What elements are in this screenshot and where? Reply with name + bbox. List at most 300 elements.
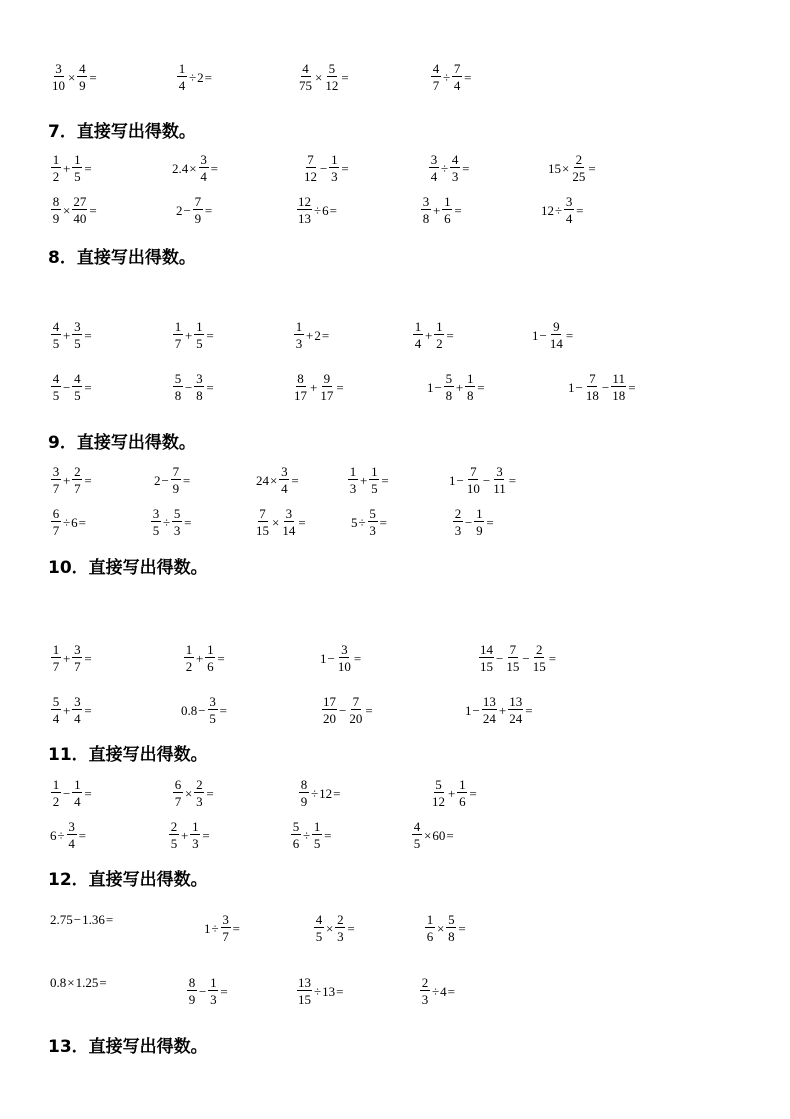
numerator: 13 <box>298 975 311 990</box>
operator-symbol: × <box>189 160 197 176</box>
operator-symbol: = <box>210 160 218 176</box>
denominator: 7 <box>52 523 60 538</box>
operator-symbol: = <box>105 912 114 927</box>
operator-symbol: = <box>84 379 92 395</box>
denominator: 12 <box>432 794 445 809</box>
numerator: 11 <box>612 371 625 386</box>
denominator: 3 <box>421 992 429 1007</box>
operator-symbol: = <box>336 379 344 395</box>
numerator: 4 <box>302 61 309 76</box>
number: 1.25 <box>75 975 99 990</box>
section-number: 10 <box>48 558 72 578</box>
numerator: 3 <box>496 464 503 479</box>
operator-symbol: ÷ <box>432 983 440 999</box>
operator-symbol: + <box>63 327 71 343</box>
fraction <box>564 195 574 225</box>
math-expression <box>351 507 388 537</box>
operator-symbol: + <box>63 472 71 488</box>
math-expression <box>50 643 93 673</box>
fraction <box>412 820 422 850</box>
section-heading-10 <box>48 558 208 578</box>
operator-symbol: − <box>465 514 473 530</box>
numerator: 12 <box>298 194 311 209</box>
math-expression <box>254 507 307 537</box>
denominator: 5 <box>313 836 321 851</box>
fraction <box>450 153 460 183</box>
numerator: 3 <box>281 464 288 479</box>
numerator: 6 <box>52 506 60 521</box>
operator-symbol: ÷ <box>314 983 322 999</box>
numerator: 8 <box>300 777 308 792</box>
fraction <box>221 913 231 943</box>
numerator: 2 <box>535 642 543 657</box>
number: 1 <box>427 379 434 395</box>
operator-symbol: ÷ <box>163 514 171 530</box>
number: 1 <box>568 379 575 395</box>
operator-symbol: = <box>202 827 210 843</box>
math-expression <box>321 695 374 725</box>
fraction <box>72 195 87 225</box>
fraction <box>298 62 313 92</box>
operator-symbol: + <box>360 472 368 488</box>
fraction <box>442 195 452 225</box>
denominator: 18 <box>612 388 626 403</box>
denominator: 5 <box>315 929 323 944</box>
operator-symbol: = <box>291 472 299 488</box>
number: 1 <box>204 920 211 936</box>
numerator: 3 <box>222 912 229 927</box>
numerator: 4 <box>74 371 81 386</box>
fraction <box>324 62 339 92</box>
operator-symbol: = <box>89 202 97 218</box>
fraction <box>51 778 61 808</box>
fraction <box>337 643 352 673</box>
operator-symbol: × <box>424 827 432 843</box>
fraction <box>474 507 484 537</box>
fraction <box>611 372 626 402</box>
operator-symbol: = <box>78 827 86 843</box>
math-expression <box>172 372 215 402</box>
operator-symbol: = <box>99 975 107 990</box>
math-expression <box>186 976 229 1006</box>
fraction <box>190 820 200 850</box>
operator-symbol: = <box>333 785 341 801</box>
denominator: 5 <box>371 481 378 496</box>
fraction <box>51 695 61 725</box>
operator-symbol: = <box>329 202 337 218</box>
operator-symbol: − <box>63 785 71 801</box>
numerator: 4 <box>451 152 459 167</box>
operator-symbol: = <box>341 160 349 176</box>
operator-symbol: = <box>182 472 191 488</box>
numerator: 7 <box>172 464 180 479</box>
math-expression <box>452 507 495 537</box>
denominator: 15 <box>298 992 311 1007</box>
fraction <box>585 372 600 402</box>
numerator: 17 <box>323 694 336 709</box>
denominator: 4 <box>74 711 81 726</box>
fraction <box>169 820 179 850</box>
operator-symbol: × <box>67 975 75 990</box>
numerator: 1 <box>371 464 378 479</box>
denominator: 4 <box>430 169 438 184</box>
numerator: 7 <box>453 61 461 76</box>
operator-symbol: = <box>464 69 472 85</box>
operator-symbol: = <box>454 202 462 218</box>
operator-symbol: = <box>220 983 228 999</box>
fraction <box>348 695 363 725</box>
math-expression <box>50 195 98 225</box>
numerator: 3 <box>430 152 438 167</box>
section-instruction: ．直接写出得数。 <box>59 248 196 268</box>
fraction <box>291 820 301 850</box>
denominator: 17 <box>320 388 334 403</box>
number: 0.8 <box>50 975 67 990</box>
operator-symbol: − <box>327 650 335 666</box>
denominator: 40 <box>73 211 87 226</box>
operator-symbol: = <box>508 472 517 488</box>
math-expression <box>50 820 87 850</box>
denominator: 24 <box>509 711 523 726</box>
math-expression <box>150 507 192 537</box>
denominator: 25 <box>572 169 586 184</box>
fraction <box>434 320 444 350</box>
numerator: 3 <box>209 694 216 709</box>
section-instruction: ．直接写出得数。 <box>71 558 208 578</box>
numerator: 1 <box>74 777 81 792</box>
number: 0.8 <box>181 702 198 718</box>
math-expression <box>427 372 486 402</box>
numerator: 1 <box>74 152 81 167</box>
operator-symbol: + <box>63 650 71 666</box>
section-instruction: ．直接写出得数。 <box>71 870 208 890</box>
denominator: 8 <box>174 388 182 403</box>
denominator: 10 <box>337 659 351 674</box>
number: 1 <box>532 327 539 343</box>
operator-symbol: = <box>324 827 332 843</box>
numerator: 1 <box>52 152 60 167</box>
math-expression <box>430 62 472 92</box>
denominator: 9 <box>194 211 202 226</box>
numerator: 1 <box>174 319 182 334</box>
denominator: 3 <box>369 523 376 538</box>
fraction <box>297 976 312 1006</box>
operator-symbol: = <box>217 650 225 666</box>
fraction <box>303 153 318 183</box>
operator-symbol: = <box>548 650 557 666</box>
operator-symbol: = <box>84 160 92 176</box>
denominator: 4 <box>178 78 186 93</box>
operator-symbol: = <box>84 650 92 666</box>
fraction <box>177 62 187 92</box>
numerator: 7 <box>589 371 596 386</box>
denominator: 7 <box>174 336 182 351</box>
denominator: 5 <box>170 836 178 851</box>
math-expression <box>50 62 98 92</box>
operator-symbol: − <box>73 912 82 927</box>
fraction <box>194 372 204 402</box>
fraction <box>193 195 203 225</box>
math-expression <box>290 820 332 850</box>
fraction <box>172 507 182 537</box>
operator-symbol: − <box>185 379 193 395</box>
fraction <box>429 153 439 183</box>
denominator: 3 <box>331 169 338 184</box>
numerator: 7 <box>194 194 202 209</box>
operator-symbol: = <box>206 327 214 343</box>
section-number: 8 <box>48 248 60 268</box>
fraction <box>413 320 423 350</box>
operator-symbol: = <box>219 702 227 718</box>
denominator: 4 <box>453 78 461 93</box>
denominator: 11 <box>493 481 506 496</box>
math-expression <box>411 820 455 850</box>
operator-symbol: = <box>446 827 454 843</box>
operator-symbol: + <box>196 650 204 666</box>
fraction <box>281 507 296 537</box>
math-expression <box>412 320 455 350</box>
operator-symbol: − <box>320 160 328 176</box>
fraction <box>294 320 304 350</box>
operator-symbol: − <box>339 702 347 718</box>
numerator: 5 <box>435 777 442 792</box>
numerator: 4 <box>79 61 86 76</box>
operator-symbol: = <box>458 920 466 936</box>
operator-symbol: − <box>601 379 610 395</box>
denominator: 9 <box>300 794 308 809</box>
number: 6 <box>322 202 329 218</box>
fraction <box>479 643 494 673</box>
math-expression <box>293 320 330 350</box>
numerator: 1 <box>52 642 60 657</box>
math-expression <box>548 153 597 183</box>
fraction <box>72 778 82 808</box>
numerator: 2 <box>454 506 462 521</box>
operator-symbol: + <box>433 202 441 218</box>
fraction <box>322 695 337 725</box>
operator-symbol: ÷ <box>314 202 322 218</box>
operator-symbol: = <box>576 202 584 218</box>
math-expression <box>181 695 228 725</box>
math-expression <box>50 695 93 725</box>
denominator: 20 <box>323 711 336 726</box>
numerator: 14 <box>480 642 493 657</box>
fraction <box>431 62 441 92</box>
math-expression <box>297 62 350 92</box>
numerator: 1 <box>196 319 203 334</box>
fraction <box>453 507 463 537</box>
numerator: 3 <box>52 464 60 479</box>
numerator: 1 <box>207 642 214 657</box>
fraction <box>173 372 183 402</box>
math-expression <box>430 778 478 808</box>
section-number: 7 <box>48 122 60 142</box>
section-heading-7 <box>48 122 196 142</box>
numerator: 1 <box>414 319 422 334</box>
section-heading-9 <box>48 433 196 453</box>
denominator: 17 <box>294 388 307 403</box>
denominator: 7 <box>222 929 229 944</box>
fraction <box>329 153 339 183</box>
numerator: 1 <box>444 194 451 209</box>
fraction <box>51 643 61 673</box>
fraction <box>421 195 431 225</box>
denominator: 18 <box>585 388 599 403</box>
operator-symbol: ÷ <box>189 69 197 85</box>
number: 2 <box>314 327 321 343</box>
fraction <box>335 913 345 943</box>
denominator: 3 <box>451 169 459 184</box>
denominator: 7 <box>174 794 182 809</box>
math-expression <box>172 153 219 183</box>
math-expression <box>568 372 637 402</box>
operator-symbol: ÷ <box>211 920 219 936</box>
numerator: 9 <box>323 371 331 386</box>
operator-symbol: = <box>353 650 362 666</box>
denominator: 5 <box>52 336 60 351</box>
numerator: 5 <box>292 819 300 834</box>
operator-symbol: ÷ <box>303 827 311 843</box>
numerator: 7 <box>259 506 266 521</box>
math-expression <box>183 643 226 673</box>
number: 2.75 <box>50 912 73 927</box>
fraction <box>205 643 215 673</box>
numerator: 1 <box>426 912 434 927</box>
numerator: 1 <box>349 464 357 479</box>
number: 2 <box>176 202 183 218</box>
denominator: 3 <box>454 523 462 538</box>
number: 1.36 <box>82 912 105 927</box>
numerator: 1 <box>210 975 217 990</box>
denominator: 15 <box>480 659 493 674</box>
math-expression <box>50 320 93 350</box>
math-expression <box>541 195 584 225</box>
operator-symbol: = <box>446 327 454 343</box>
denominator: 3 <box>192 836 199 851</box>
numerator: 2 <box>196 777 203 792</box>
denominator: 9 <box>172 481 180 496</box>
operator-symbol: − <box>539 327 547 343</box>
fraction <box>482 695 497 725</box>
math-expression <box>256 465 300 495</box>
numerator: 27 <box>73 194 87 209</box>
denominator: 15 <box>506 659 520 674</box>
numerator: 5 <box>174 371 182 386</box>
number: 4 <box>440 983 447 999</box>
operator-symbol: = <box>78 514 86 530</box>
numerator: 2 <box>337 912 344 927</box>
operator-symbol: − <box>198 702 206 718</box>
number: 1 <box>449 472 456 488</box>
operator-symbol: × <box>68 69 76 85</box>
denominator: 2 <box>52 794 60 809</box>
section-number: 11 <box>48 745 72 765</box>
math-expression <box>172 778 215 808</box>
operator-symbol: = <box>525 702 533 718</box>
fraction <box>420 976 430 1006</box>
numerator: 2 <box>74 464 81 479</box>
operator-symbol: = <box>477 379 485 395</box>
operator-symbol: = <box>298 514 306 530</box>
fraction <box>368 507 378 537</box>
fraction <box>431 778 446 808</box>
operator-symbol: + <box>448 785 456 801</box>
denominator: 2 <box>52 169 60 184</box>
operator-symbol: = <box>206 379 214 395</box>
number: 2 <box>154 472 161 488</box>
fraction <box>72 320 82 350</box>
number: 15 <box>548 160 561 176</box>
math-expression <box>154 465 191 495</box>
numerator: 3 <box>74 694 81 709</box>
denominator: 9 <box>52 211 60 226</box>
denominator: 8 <box>445 388 453 403</box>
fraction <box>505 643 520 673</box>
operator-symbol: = <box>84 472 92 488</box>
math-expression <box>50 465 93 495</box>
fraction <box>208 695 218 725</box>
numerator: 1 <box>436 319 443 334</box>
denominator: 5 <box>413 836 421 851</box>
section-heading-11 <box>48 745 208 765</box>
numerator: 9 <box>553 319 560 334</box>
numerator: 2 <box>575 152 583 167</box>
math-expression <box>449 465 517 495</box>
numerator: 7 <box>470 464 477 479</box>
operator-symbol: + <box>181 827 189 843</box>
numerator: 2 <box>170 819 178 834</box>
denominator: 7 <box>74 659 81 674</box>
fraction <box>51 465 61 495</box>
math-expression <box>168 820 211 850</box>
operator-symbol: × <box>437 920 445 936</box>
math-expression <box>313 913 356 943</box>
math-expression <box>50 372 93 402</box>
math-expression <box>302 153 350 183</box>
numerator: 1 <box>331 152 338 167</box>
operator-symbol: × <box>63 202 71 218</box>
denominator: 15 <box>532 659 546 674</box>
math-expression <box>347 465 390 495</box>
math-expression <box>296 976 344 1006</box>
operator-symbol: = <box>321 327 330 343</box>
fraction <box>72 643 82 673</box>
denominator: 4 <box>200 169 207 184</box>
fraction <box>194 320 204 350</box>
operator-symbol: + <box>306 327 314 343</box>
operator-symbol: − <box>63 379 71 395</box>
numerator: 3 <box>565 194 573 209</box>
fraction <box>184 643 194 673</box>
number: 1 <box>465 702 472 718</box>
operator-symbol: = <box>381 472 389 488</box>
fraction <box>77 62 87 92</box>
numerator: 7 <box>509 642 517 657</box>
numerator: 13 <box>482 694 496 709</box>
fraction <box>492 465 507 495</box>
denominator: 24 <box>482 711 496 726</box>
operator-symbol: × <box>315 69 323 85</box>
numerator: 5 <box>52 694 60 709</box>
operator-symbol: − <box>575 379 583 395</box>
math-expression <box>428 153 470 183</box>
fraction <box>369 465 379 495</box>
operator-symbol: + <box>425 327 433 343</box>
operator-symbol: = <box>184 514 192 530</box>
numerator: 8 <box>188 975 196 990</box>
denominator: 4 <box>414 336 422 351</box>
fraction <box>173 320 183 350</box>
